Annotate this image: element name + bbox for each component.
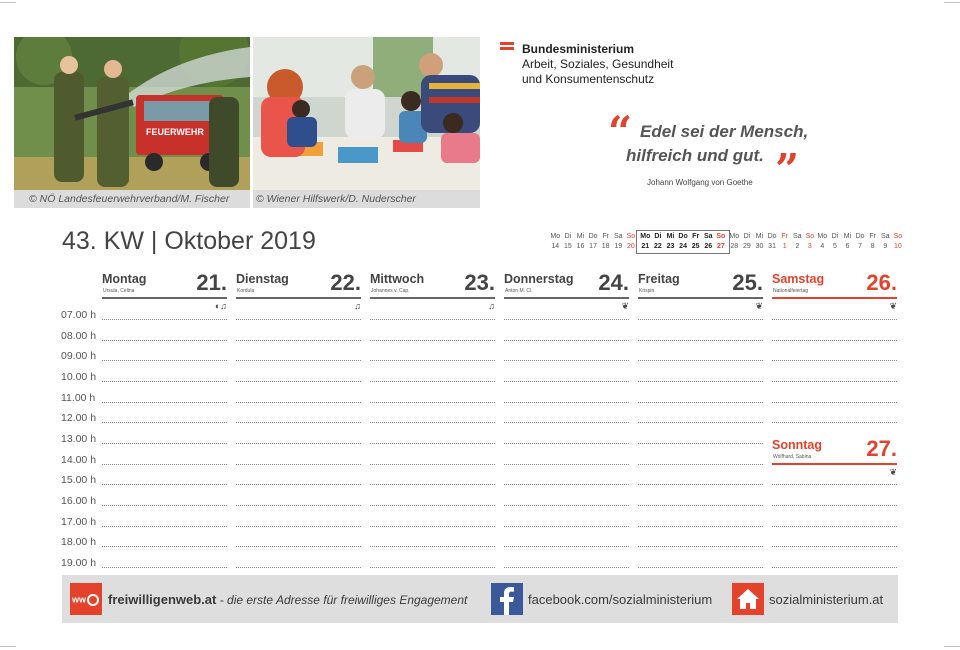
- date-label: 22: [653, 243, 662, 250]
- weekday-label: Mo: [729, 233, 740, 240]
- date-label: 26: [704, 243, 713, 250]
- date-label: 31: [768, 243, 776, 250]
- hour-label: 10.00 h: [61, 371, 97, 383]
- time-slot-line[interactable]: [772, 360, 897, 361]
- time-slot-line[interactable]: [504, 484, 629, 485]
- weekday-label: So: [805, 233, 815, 240]
- mini-calendar-date-row: [816, 242, 904, 252]
- time-slot-line[interactable]: [772, 319, 897, 320]
- date-label: 27: [716, 243, 725, 250]
- time-slot-line[interactable]: [638, 360, 763, 361]
- hour-label: 08.00 h: [61, 329, 97, 342]
- moon-phase-icon: ♫: [354, 301, 361, 311]
- time-slot-line[interactable]: [504, 526, 629, 527]
- time-slot-line[interactable]: [638, 381, 763, 382]
- time-slot-line[interactable]: [772, 505, 897, 506]
- date-label: 19: [614, 243, 623, 250]
- time-slot-line[interactable]: [504, 319, 629, 320]
- date-label: 28: [730, 243, 739, 250]
- week-title: 43. KW | Oktober 2019: [62, 227, 316, 255]
- day-name: Montag: [102, 272, 147, 286]
- time-slot-line[interactable]: [102, 422, 227, 423]
- hour-label: 09.00 h: [61, 350, 97, 363]
- mini-calendar-weekday-row: [816, 232, 904, 242]
- moon-phase-icon: ❦: [755, 301, 763, 311]
- time-slot-line[interactable]: [638, 443, 763, 444]
- crop-mark: [944, 2, 960, 3]
- weekday-label: Mo: [550, 233, 561, 240]
- weekday-label: So: [716, 233, 726, 240]
- time-slot-line[interactable]: [504, 505, 629, 506]
- time-slot-line[interactable]: [370, 505, 495, 506]
- day-name: Dienstag: [236, 272, 289, 286]
- name-day-saints: Krispin: [639, 288, 655, 294]
- time-slot-line[interactable]: [772, 422, 897, 423]
- time-slot-line[interactable]: [102, 360, 227, 361]
- day-number: 25.: [732, 270, 763, 295]
- weekday-label: Mi: [843, 233, 852, 240]
- time-slot-line[interactable]: [772, 484, 897, 485]
- date-label: 18: [601, 243, 610, 250]
- weekday-label: Mo: [640, 233, 651, 240]
- quote-line: Edel sei der Mensch,: [640, 122, 809, 141]
- truck-lettering: FEUERWEHR: [146, 127, 204, 137]
- time-slot-line[interactable]: [504, 381, 629, 382]
- web-link-tagline: - die erste Adresse für freiwilliges Engagement: [216, 593, 468, 607]
- weekday-label: Fr: [781, 233, 788, 240]
- quote-line: hilfreich und gut.: [626, 146, 764, 165]
- home-link[interactable]: sozialministerium.at: [769, 592, 884, 607]
- moon-phase-icon: ◐♫: [214, 301, 227, 311]
- time-slot-line[interactable]: [638, 340, 763, 341]
- date-label: 25: [691, 243, 700, 250]
- weekday-label: Di: [743, 233, 751, 240]
- ministry-line: Arbeit, Soziales, Gesundheit: [522, 57, 674, 71]
- moon-phase-icon: ❦: [889, 467, 897, 477]
- time-slot-line[interactable]: [772, 402, 897, 403]
- moon-phase-icon: ❦: [621, 301, 629, 311]
- time-slot-line[interactable]: [370, 464, 495, 465]
- time-slot-line[interactable]: [772, 340, 897, 341]
- date-label: 5: [832, 243, 837, 250]
- time-slot-line[interactable]: [638, 505, 763, 506]
- date-label: 17: [589, 243, 597, 250]
- date-label: 8: [870, 243, 875, 250]
- austria-flag-logo: [500, 42, 514, 52]
- hour-label: 07.00 h: [61, 309, 97, 321]
- quote-author: Johann Wolfgang von Goethe: [647, 178, 753, 187]
- weekday-label: Do: [767, 233, 777, 240]
- time-slot-line[interactable]: [236, 381, 361, 382]
- mini-calendar-week: [549, 232, 637, 252]
- day-name: Samstag: [772, 272, 825, 286]
- mini-calendar-weekday-row: [549, 232, 637, 242]
- time-slot-line[interactable]: [370, 422, 495, 423]
- hour-label: 16.00 h: [61, 495, 97, 508]
- time-slot-line[interactable]: [370, 546, 495, 547]
- facebook-icon[interactable]: [491, 583, 523, 615]
- day-name: Sonntag: [772, 438, 822, 452]
- time-slot-line[interactable]: [102, 464, 227, 465]
- date-label: 1: [782, 243, 787, 250]
- mini-calendar-date-row: [549, 242, 637, 252]
- facebook-link[interactable]: facebook.com/sozialministerium: [528, 592, 713, 607]
- name-day-saints: Wolfhard, Sabina: [773, 454, 812, 460]
- time-slot-line[interactable]: [638, 422, 763, 423]
- ministry-line: Bundesministerium: [522, 42, 635, 56]
- time-slot-line[interactable]: [772, 381, 897, 382]
- home-icon[interactable]: [732, 583, 764, 615]
- crop-mark: [944, 646, 960, 647]
- date-label: 9: [883, 243, 888, 250]
- date-label: 10: [893, 243, 902, 250]
- crop-mark: [0, 2, 16, 3]
- hour-label: 15.00 h: [61, 474, 97, 487]
- weekday-label: So: [626, 233, 636, 240]
- time-slot-line[interactable]: [236, 422, 361, 423]
- mini-calendar-weekday-row: [728, 232, 816, 242]
- day-number: 22.: [330, 270, 361, 295]
- time-slot-line[interactable]: [102, 381, 227, 382]
- photo-credit: © NÖ Landesfeuerwehrverband/M. Fischer: [29, 193, 230, 205]
- weekday-label: Mi: [755, 233, 764, 240]
- time-slot-line[interactable]: [370, 340, 495, 341]
- quote-close-mark: ”: [775, 145, 800, 194]
- day-underline: [772, 297, 897, 299]
- hour-label: 12.00 h: [61, 412, 97, 425]
- hour-label: 18.00 h: [61, 536, 97, 549]
- time-slot-line[interactable]: [370, 319, 495, 320]
- time-slot-line[interactable]: [504, 567, 629, 568]
- day-name: Freitag: [638, 272, 680, 286]
- time-slot-line[interactable]: [370, 402, 495, 403]
- time-slot-line[interactable]: [236, 360, 361, 361]
- hour-label: 14.00 h: [61, 453, 97, 466]
- photo-firefighters: [14, 37, 250, 190]
- time-slot-line[interactable]: [102, 526, 227, 527]
- time-slot-line[interactable]: [236, 526, 361, 527]
- time-slot-line[interactable]: [370, 526, 495, 527]
- ministry-logo-text: [522, 42, 673, 87]
- weekday-label: Mi: [666, 233, 675, 240]
- day-underline: [638, 297, 763, 299]
- time-slot-line[interactable]: [370, 567, 495, 568]
- time-slot-line[interactable]: [236, 402, 361, 403]
- weekday-label: Mi: [576, 233, 585, 240]
- date-label: 14: [551, 243, 560, 250]
- moon-phase-icon: ❦: [889, 301, 897, 311]
- weekday-label: So: [893, 233, 903, 240]
- time-slot-line[interactable]: [102, 567, 227, 568]
- weekday-label: Fr: [602, 233, 609, 240]
- name-day-saints: Ursula, Celina: [103, 288, 135, 294]
- time-slot-line[interactable]: [236, 340, 361, 341]
- www-logo-text: ww: [72, 594, 87, 605]
- ministry-line: und Konsumentenschutz: [522, 72, 655, 86]
- time-slot-line[interactable]: [504, 402, 629, 403]
- time-slot-line[interactable]: [370, 443, 495, 444]
- mini-calendar-date-row: [639, 242, 727, 252]
- weekday-label: Fr: [692, 233, 700, 240]
- date-label: 21: [641, 243, 650, 250]
- time-slot-line[interactable]: [236, 505, 361, 506]
- time-slot-line[interactable]: [102, 484, 227, 485]
- time-slot-line[interactable]: [236, 484, 361, 485]
- time-slot-line[interactable]: [638, 402, 763, 403]
- time-slot-line[interactable]: [638, 567, 763, 568]
- time-slot-line[interactable]: [772, 567, 897, 568]
- weekday-label: Sa: [880, 233, 890, 240]
- date-label: 7: [858, 243, 863, 250]
- mini-calendar-current-week: [636, 230, 730, 254]
- time-slot-line[interactable]: [236, 464, 361, 465]
- time-slot-line[interactable]: [102, 340, 227, 341]
- day-number: 26.: [866, 270, 897, 295]
- time-slot-line[interactable]: [504, 546, 629, 547]
- time-slot-line[interactable]: [504, 443, 629, 444]
- time-slot-line[interactable]: [236, 567, 361, 568]
- time-slot-line[interactable]: [102, 443, 227, 444]
- crop-mark: [0, 646, 16, 647]
- time-slot-line[interactable]: [102, 505, 227, 506]
- date-label: 24: [679, 243, 687, 250]
- date-label: 6: [845, 243, 850, 250]
- time-slot-line[interactable]: [772, 526, 897, 527]
- mini-calendar-week: [728, 232, 816, 252]
- weekday-label: Sa: [792, 233, 802, 240]
- weekday-label: Do: [678, 233, 688, 240]
- mini-calendar-weekday-row: [639, 232, 727, 242]
- time-slot-line[interactable]: [504, 464, 629, 465]
- moon-phase-icon: ♫: [488, 301, 495, 311]
- day-underline: [370, 297, 495, 299]
- weekday-label: Do: [855, 233, 865, 240]
- time-slot-line[interactable]: [638, 319, 763, 320]
- hour-label: 13.00 h: [61, 433, 97, 446]
- weekday-label: Di: [564, 233, 572, 240]
- day-number: 24.: [598, 270, 629, 295]
- time-slot-line[interactable]: [638, 484, 763, 485]
- day-underline: [772, 463, 897, 465]
- name-day-saints: Johannes v. Cap.: [371, 288, 410, 294]
- time-slot-line[interactable]: [504, 360, 629, 361]
- day-underline: [102, 297, 227, 299]
- date-label: 29: [742, 243, 751, 250]
- time-slot-line[interactable]: [504, 422, 629, 423]
- date-label: 4: [820, 243, 825, 250]
- day-underline: [504, 297, 629, 299]
- time-slot-line[interactable]: [370, 484, 495, 485]
- hour-label: 11.00 h: [61, 391, 96, 404]
- time-slot-line[interactable]: [236, 319, 361, 320]
- date-label: 3: [807, 243, 812, 250]
- time-slot-line[interactable]: [370, 381, 495, 382]
- day-number: 21.: [196, 270, 227, 295]
- photo-volunteers: [253, 37, 480, 190]
- web-link[interactable]: [108, 592, 467, 607]
- weekday-label: Do: [588, 233, 598, 240]
- footer-bar: [62, 575, 898, 623]
- weekday-label: Mo: [817, 233, 828, 240]
- weekday-label: Di: [654, 233, 662, 240]
- mini-calendar-date-row: [728, 242, 816, 252]
- date-label: 15: [563, 243, 572, 250]
- day-name: Donnerstag: [504, 272, 574, 286]
- web-link-url[interactable]: freiwilligenweb.at: [108, 592, 217, 607]
- day-name: Mittwoch: [370, 272, 425, 286]
- hour-label: 19.00 h: [61, 557, 97, 570]
- weekday-label: Di: [831, 233, 839, 240]
- time-slot-line[interactable]: [370, 360, 495, 361]
- date-label: 16: [576, 243, 585, 250]
- time-slot-line[interactable]: [638, 526, 763, 527]
- time-slot-line[interactable]: [772, 546, 897, 547]
- time-slot-line[interactable]: [102, 402, 227, 403]
- weekday-label: Sa: [703, 233, 713, 240]
- date-label: 23: [666, 243, 675, 250]
- quote-open-mark: “: [608, 107, 633, 156]
- day-underline: [236, 297, 361, 299]
- weekday-label: Fr: [869, 233, 876, 240]
- name-day-saints: Anton M. Cl.: [505, 288, 533, 294]
- www-logo-icon[interactable]: [70, 583, 102, 615]
- time-slot-line[interactable]: [236, 546, 361, 547]
- time-slot-line[interactable]: [638, 464, 763, 465]
- weekday-label: Sa: [613, 233, 623, 240]
- name-day-saints: Nationalfeiertag: [773, 288, 809, 294]
- time-slot-line[interactable]: [102, 546, 227, 547]
- day-number: 23.: [464, 270, 495, 295]
- photo-credit: © Wiener Hilfswerk/D. Nuderscher: [256, 193, 416, 205]
- time-slot-line[interactable]: [236, 443, 361, 444]
- time-slot-line[interactable]: [638, 546, 763, 547]
- date-label: 20: [626, 243, 635, 250]
- mini-calendar-week: [816, 232, 904, 252]
- time-slot-line[interactable]: [504, 340, 629, 341]
- hour-label: 17.00 h: [61, 515, 97, 528]
- date-label: 30: [755, 243, 764, 250]
- time-slot-line[interactable]: [102, 319, 227, 320]
- name-day-saints: Kordula: [237, 288, 255, 294]
- date-label: 2: [795, 243, 800, 250]
- day-number: 27.: [866, 436, 897, 461]
